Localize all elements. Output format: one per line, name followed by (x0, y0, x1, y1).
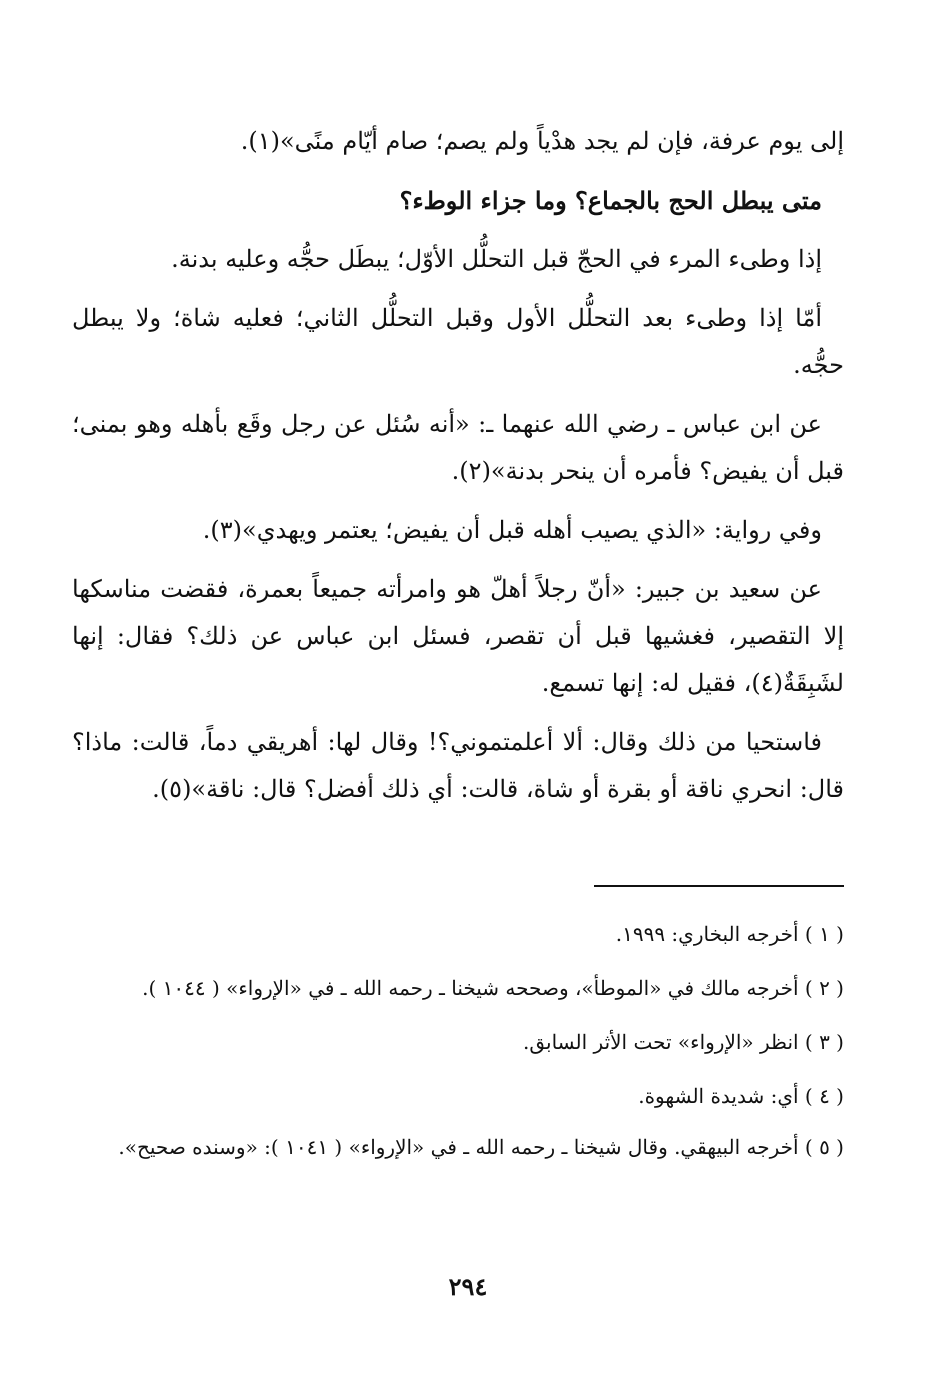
paragraph-second-intercourse: أمّا إذا وطىء بعد التحلُّل الأول وقبل التحلُّل الثاني؛ فعليه شاة؛ ولا يبطل حجُّه. (72, 304, 844, 379)
footnote-4: ( ٤ ) أي: شديدة الشهوة. (638, 1084, 844, 1108)
footnote-3: ( ٣ ) انظر «الإرواء» تحت الأثر السابق. (522, 1030, 844, 1054)
footnote-2: ( ٢ ) أخرجه مالك في «الموطأ»، وصححه شيخنا ـ رحمه الله ـ في «الإرواء» ( ١٠٤٤ ). (142, 976, 844, 1000)
footnotes-block (72, 912, 844, 1176)
paragraph-continuation-story: فاستحيا من ذلك وقال: ألا أعلمتموني؟! وقال لها: أهريقي دماً، قالت: ماذا؟ قال: انحري ناقة أو بقرة أو شاة، قالت: أي ذلك أفضل؟ قال: ناقة»(٥). (72, 728, 844, 803)
footnote-5: ( ٥ ) أخرجه البيهقي. وقال شيخنا ـ رحمه الله ـ في «الإرواء» ( ١٠٤١ ): «وسنده صحيح». (118, 1135, 844, 1159)
paragraph-first-intercourse: إذا وطىء المرء في الحجّ قبل التحلُّل الأوّل؛ يبطَل حجُّه وعليه بدنة. (171, 245, 822, 273)
section-heading: متى يبطل الحج بالجماع؟ وما جزاء الوطء؟ (399, 186, 822, 215)
main-text-block (72, 118, 844, 825)
paragraph-narration: وفي رواية: «الذي يصيب أهله قبل أن يفيض؛ يعتمر ويهدي»(٣). (202, 516, 822, 544)
paragraph-ibn-abbas: عن ابن عباس ـ رضي الله عنهما ـ: «أنه سُئل عن رجل وقَع بأهله وهو بمنى؛ قبل أن يفيض؟ فأمره أن ينحر بدنة»(٢). (72, 410, 844, 485)
page-number: ٢٩٤ (448, 1272, 488, 1301)
paragraph-said-bin-jubair: عن سعيد بن جبير: «أنّ رجلاً أهلّ هو وامرأته جميعاً بعمرة، فقضت مناسكها إلا التقصير، فغشيها قبل أن تقصر، فسئل ابن عباس عن ذلك؟ فقال: إنها لشَبِقَةٌ(٤)، فقيل له: إنها تسمع. (72, 575, 844, 697)
paragraph-continuation: إلى يوم عرفة، فإن لم يجد هدْياً ولم يصم؛ صام أيّام منًى»(١). (240, 127, 844, 155)
footnote-separator (594, 885, 844, 887)
footnote-1: ( ١ ) أخرجه البخاري: ١٩٩٩. (615, 922, 844, 946)
